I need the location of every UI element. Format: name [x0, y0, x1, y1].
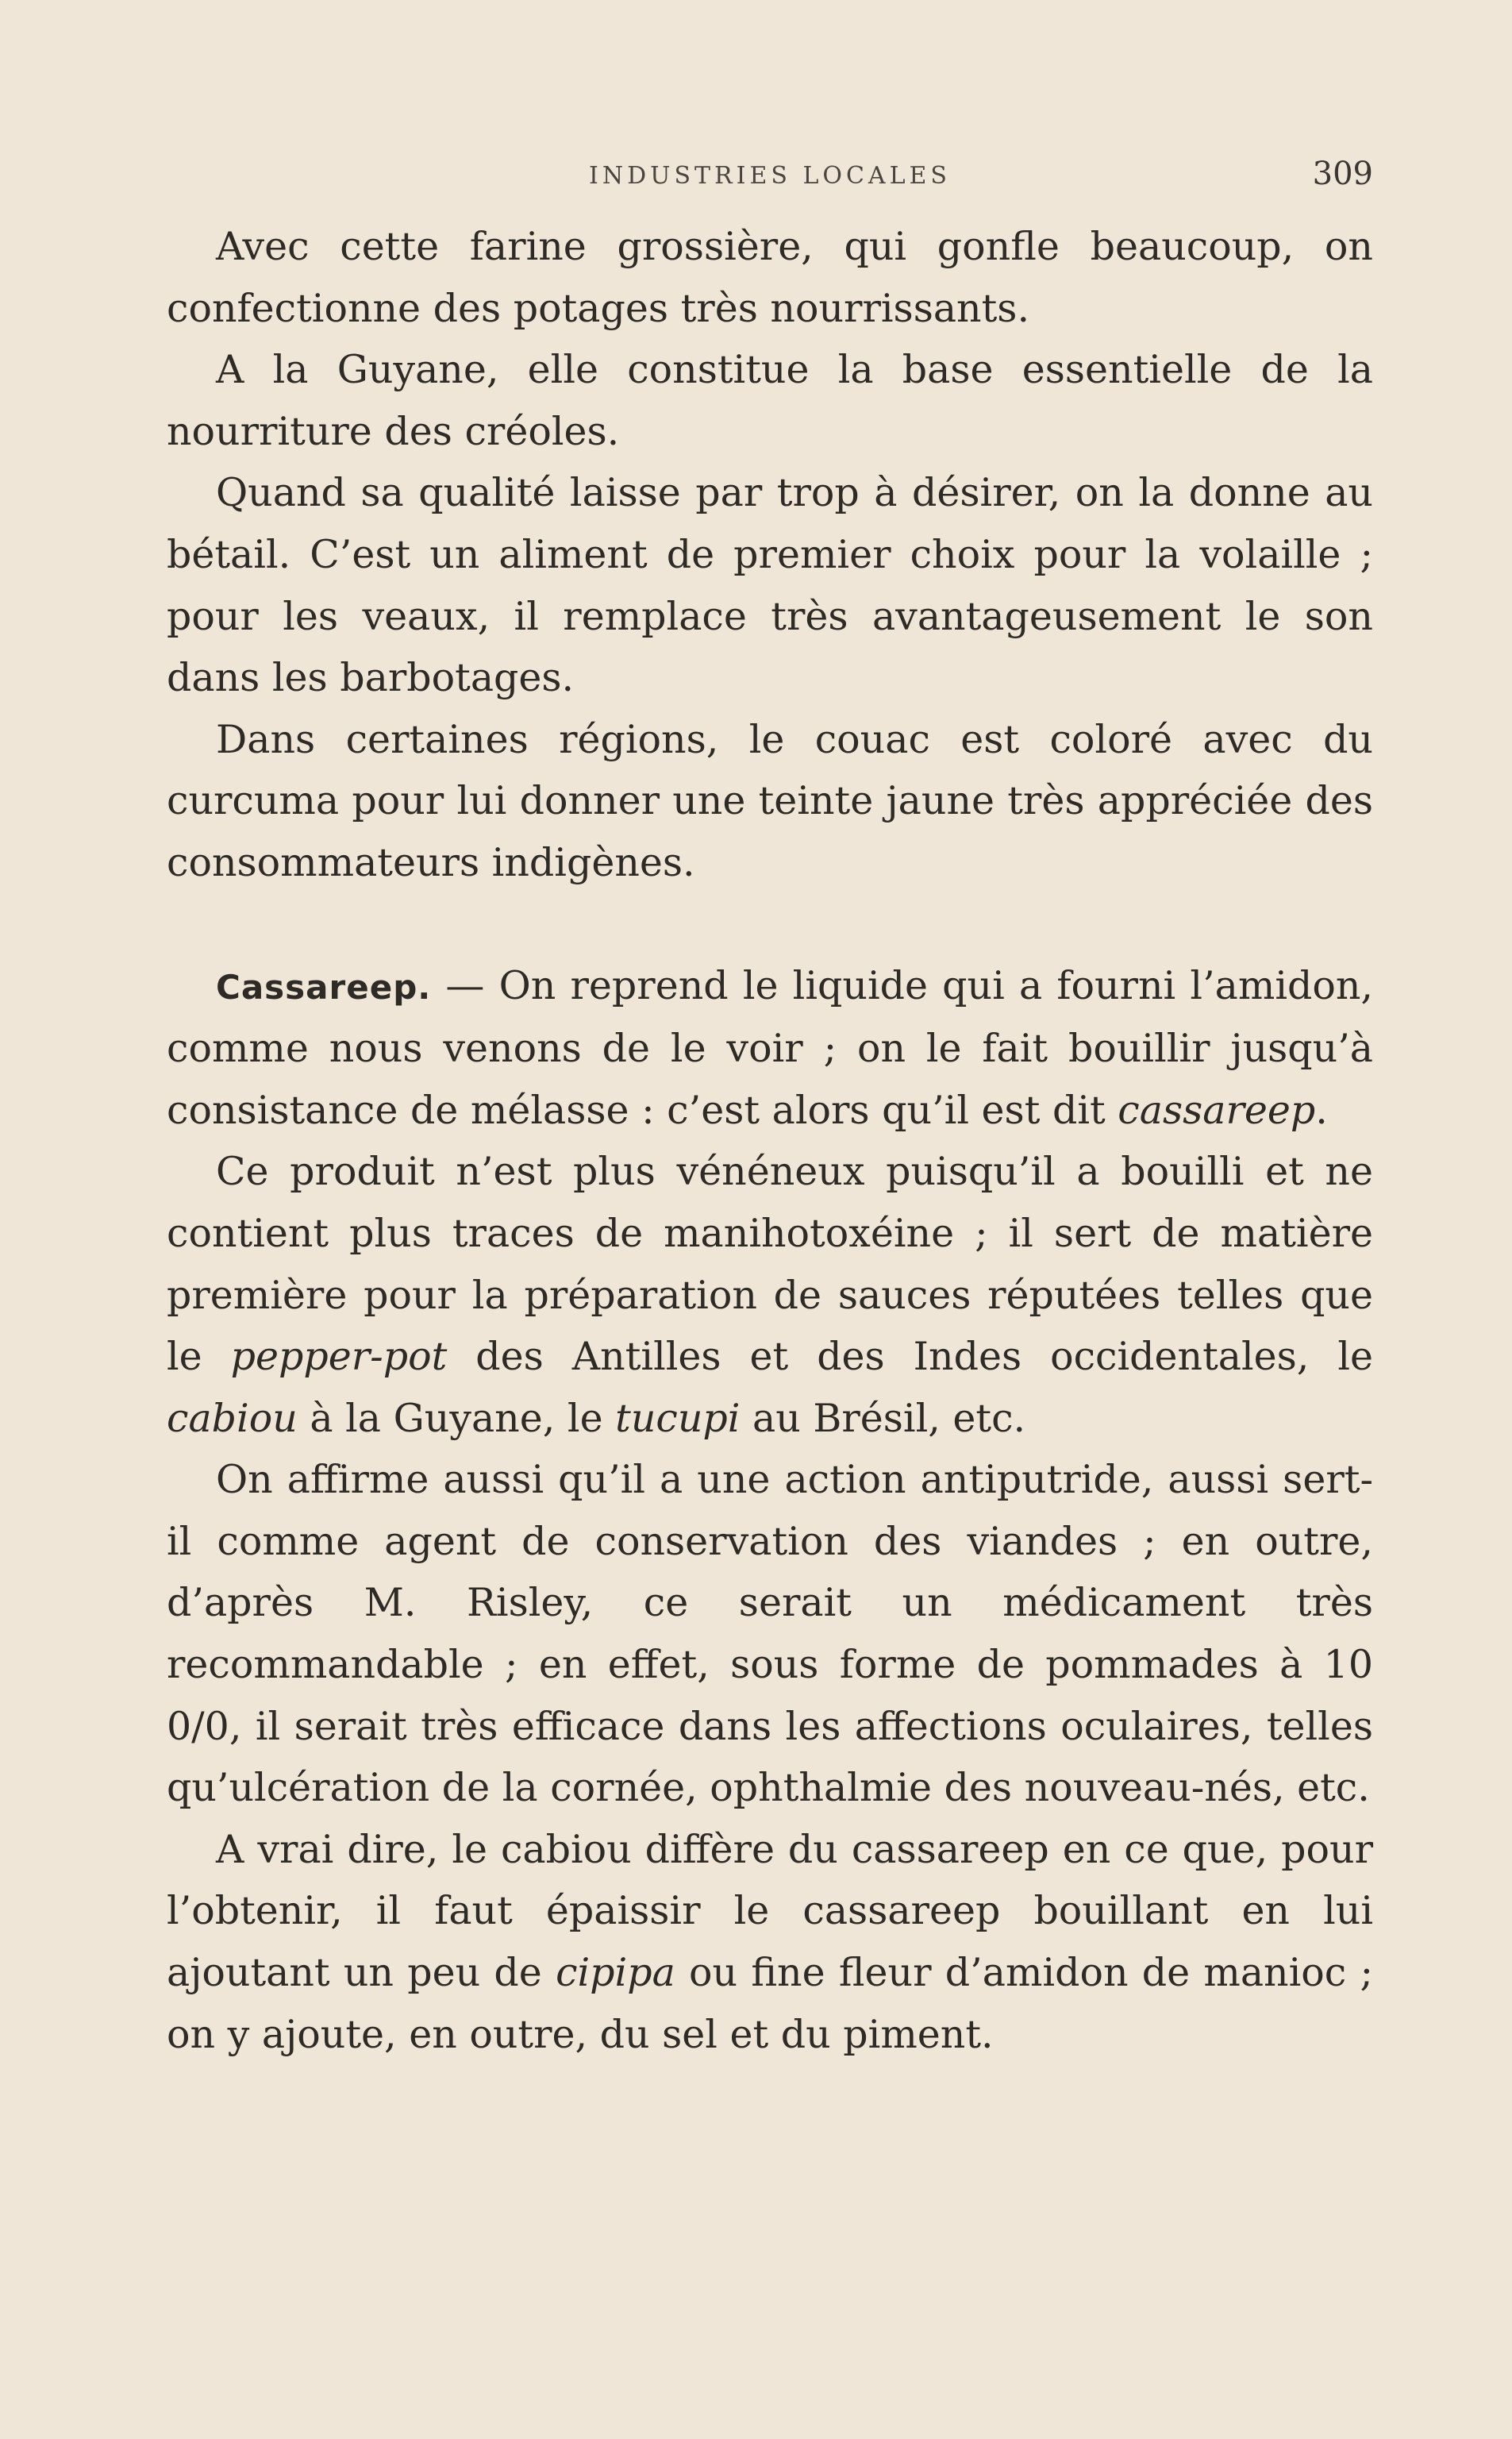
- paragraph-text: .: [1315, 1087, 1328, 1133]
- paragraph-text: Quand sa qualité laisse par trop à désirer, on la donne au bétail. C’est un aliment de premier choix pour la volaille ; pour les veaux, il remplace très avantageusement le son dans les barbotages.: [167, 470, 1373, 701]
- page-number: 309: [1312, 156, 1373, 192]
- paragraph-antiputride: [167, 1449, 1373, 1819]
- section-heading: Cassareep.: [216, 967, 432, 1007]
- paragraph-text: ou fine fleur d’amidon de manioc ; on y ajoute, en outre, du sel et du piment.: [167, 1950, 1373, 2057]
- paragraph-produit: [167, 1141, 1373, 1449]
- paragraph-curcuma: [167, 709, 1373, 894]
- italic-term: tucupi: [615, 1395, 741, 1441]
- paragraph-text: A vrai dire, le cabiou diffère du cassareep en ce que, pour l’obtenir, il faut épaissir le cassareep bouillant en lui ajoutant un peu de: [167, 1826, 1373, 1996]
- paragraph-text: Ce produit n’est plus vénéneux puisqu’il a bouilli et ne contient plus traces de manihotoxéine ; il sert de matière première pour la préparation de sauces réputées telles que le: [167, 1149, 1373, 1380]
- paragraph-cabiou: [167, 1819, 1373, 2065]
- paragraph-text: A la Guyane, elle constitue la base essentielle de la nourriture des créoles.: [167, 347, 1373, 454]
- paragraph-guyane: [167, 339, 1373, 462]
- italic-term: cipipa: [556, 1950, 675, 1996]
- paragraph-text: au Brésil, etc.: [740, 1395, 1026, 1441]
- italic-term: cabiou: [167, 1395, 298, 1441]
- body-text: [167, 216, 1373, 2065]
- paragraph-cassareep: [167, 955, 1373, 1142]
- running-head: [167, 156, 1373, 195]
- paragraph-text: — On reprend le liquide qui a fourni l’amidon, comme nous venons de le voir ; on le fait bouillir jusqu’à consistance de mélasse : c’est alors qu’il est dit: [167, 962, 1373, 1133]
- paragraph-betail: [167, 462, 1373, 708]
- paragraph-text: à la Guyane, le: [297, 1395, 616, 1441]
- paragraph-text: Avec cette farine grossière, qui gonfle beaucoup, on confectionne des potages très nourrissants.: [167, 224, 1373, 331]
- paragraph-text: Dans certaines régions, le couac est coloré avec du curcuma pour lui donner une teinte jaune très appréciée des consommateurs indigènes.: [167, 716, 1373, 885]
- paragraph-text: On affirme aussi qu’il a une action antiputride, aussi sert-il comme agent de conservation des viandes ; en outre, d’après M. Risley, ce serait un médicament très recommandable ; en effet, sous forme de pommades à 10 0/0, il serait très efficace dans les affections oculaires, telles qu’ulcération de la cornée, ophthalmie des nouveau-nés, etc.: [167, 1457, 1373, 1811]
- paragraph-text: des Antilles et des Indes occidentales, le: [447, 1334, 1374, 1380]
- paragraph-potages: [167, 216, 1373, 339]
- running-title: INDUSTRIES LOCALES: [589, 162, 951, 190]
- italic-term: cassareep: [1118, 1087, 1316, 1133]
- italic-term: pepper-pot: [230, 1334, 448, 1380]
